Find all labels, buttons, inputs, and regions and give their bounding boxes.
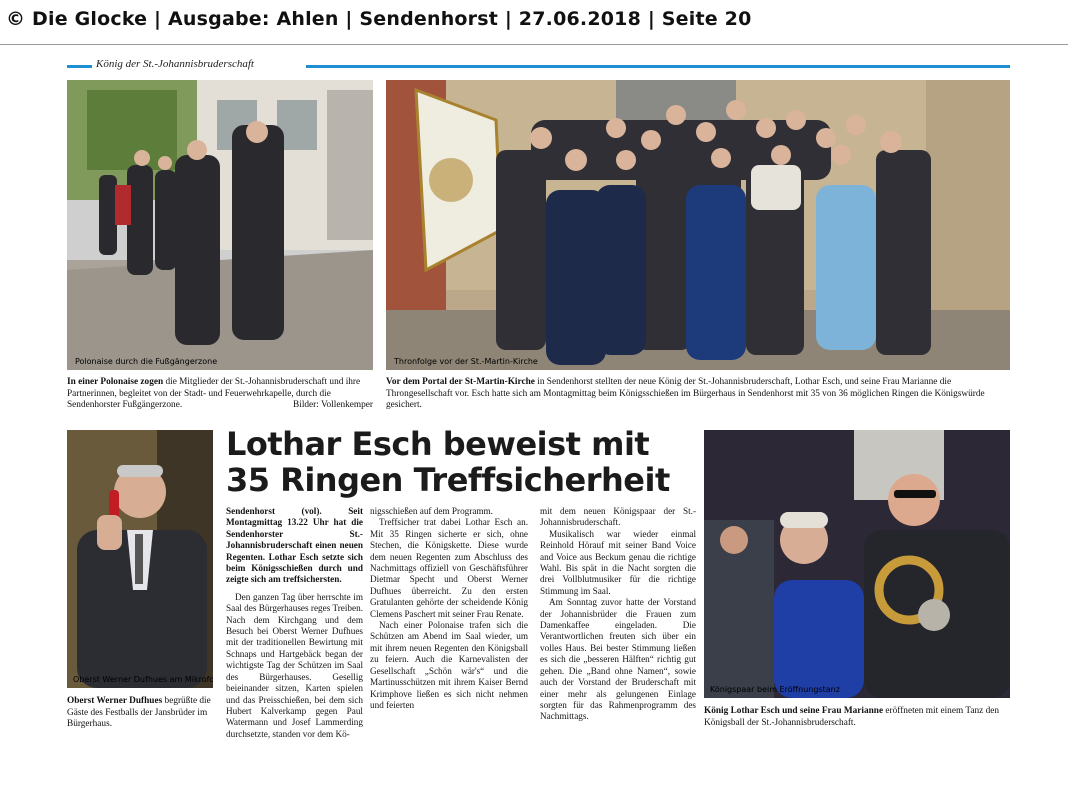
caption-polonaise: [67, 377, 373, 412]
headline: Lothar Esch beweist mit 35 Ringen Treffsicherheit: [226, 425, 670, 499]
header-divider: [0, 44, 1068, 45]
photo-dance: [704, 430, 1010, 698]
caption-group-lead: Vor dem Portal der St-Martin-Kirche: [386, 377, 535, 387]
source-line: © Die Glocke | Ausgabe: Ahlen | Sendenhorst | 27.06.2018 | Seite 20: [6, 8, 752, 30]
caption-dance-lead: König Lothar Esch und seine Frau Marianne: [704, 706, 884, 716]
photo-group-alt: [393, 357, 538, 366]
article-paragraph: mit dem neuen Königspaar der St.-Johannisbruderschaft.: [540, 506, 696, 528]
article-paragraph: Musikalisch war wieder einmal Reinhold Hörauf mit seiner Band Voice and Voice aus Beckum genau die richtige Wahl. Bis spät in die Nacht sorgten die drei Vollblutmusiker für die richtige Stimmung im Saal.: [540, 528, 696, 596]
article-paragraph: Nach einer Polonaise trafen sich die Schützen am Abend im Saal wieder, um mit ihrem neuen Regenten den Königsball zu feiern. Auch die Karnevalisten der Gesellschaft „Schön wär's“ und die Martinusschützen mit ihrem Kaiser Bernd Krimphove ließen es sich nicht nehmen und feierten: [370, 620, 528, 710]
article-paragraph: Den ganzen Tag über herrschte im Saal des Bürgerhauses reges Treiben. Nach dem Kirchgang und dem Besuch bei Oberst Werner Dufhues mit der traditionellen Bewirtung mit Schnaps und Hartgebäck began der wichtigste Tag der Schützen im Saal des Bürgerhauses. Gesellig beieinander sitzen, Karten spielen und das Preisschießen, bei dem sich Hubert Kalverkamp gegen Paul Watermann und Josef Lammerding durchsetzte, standen vor dem Kö-: [226, 591, 363, 739]
topic-rule-left: [67, 65, 92, 68]
article-paragraph: nigsschießen auf dem Programm.: [370, 506, 493, 516]
article-paragraph: Treffsicher trat dabei Lothar Esch an. Mit 35 Ringen sicherte er sich, ohne Stechen, die Königskette. Diese wurde dem neuen Regenten zum Abschluss des Nachmittags offiziell von Geschäftsführer Dietmar Specht und Oberst Werner Dufhues überreicht. Zu den ersten Gratulanten gehörte der scheidende König Clemens Paschert mit seiner Frau Renate.: [370, 517, 528, 619]
caption-polonaise-text: die Mitglieder der St.-Johannisbruderschaft und ihre Partnerinnen, begleitet von der Stadt- und Feuerwehrkapelle, durch die Sendenhorster Fußgängerzone.: [67, 377, 361, 410]
article-lead: Sendenhorst (vol). Seit Montagmittag 13.22 Uhr hat die Sendenhorster St.-Johannisbruderschaft einen neuen Regenten. Lothar Esch setzte sich beim Königsschießen durch und zeigte sich am treffsichersten.: [226, 506, 363, 585]
photo-polonaise-alt: [75, 357, 217, 366]
photo-speaker-alt: [73, 675, 213, 684]
article-column-3: [540, 506, 696, 723]
photo-credit: Bilder: Vollenkemper: [293, 400, 373, 410]
caption-dance: [704, 706, 1010, 729]
caption-group-text: in Sendenhorst stellten der neue König der St.-Johannisbruderschaft, Lothar Esch, und seine Frau Marianne die Throngesellschaft vor. Esch hatte sich am Montagmittag beim Königsschießen im Bürgerhaus in Sendenhorst mit 35 von 36 möglichen Ringen die Königswürde gesichert.: [386, 377, 985, 410]
caption-speaker-text: begrüßte die Gäste des Festballs der Jansbrüder im Bürgerhaus.: [67, 696, 211, 729]
photo-speaker: [67, 430, 213, 688]
caption-speaker-lead: Oberst Werner Dufhues: [67, 696, 163, 706]
caption-polonaise-lead: In einer Polonaise zogen: [67, 377, 164, 387]
topic-rule-right: [306, 65, 1010, 68]
photo-polonaise: [67, 80, 373, 370]
article-paragraph: Am Sonntag zuvor hatte der Vorstand der Johannisbrüder die Frauen zum Damenkaffee eingeladen. Die Verantwortlichen freuten sich über ein volles Haus. Bei bester Stimmung ließen es sich die „besseren Hälften“ richtig gut gehen. Die „Band ohne Namen“, sowie auch der Vorstand der Bruderschaft mit einer mehr als gelungenen Einlage sorgten für das Rahmenprogramm des Nachmittags.: [540, 597, 696, 722]
photo-dance-alt: [710, 685, 840, 694]
article-column-1: [226, 506, 363, 740]
photo-group: [386, 80, 1010, 370]
caption-speaker: [67, 696, 217, 731]
article-column-2: [370, 506, 528, 711]
caption-dance-text: eröffneten mit einem Tanz den Königsball der St.-Johannisbruderschaft.: [704, 706, 1000, 728]
caption-group: [386, 377, 1010, 412]
topic-label: König der St.-Johannisbruderschaft: [96, 58, 254, 70]
